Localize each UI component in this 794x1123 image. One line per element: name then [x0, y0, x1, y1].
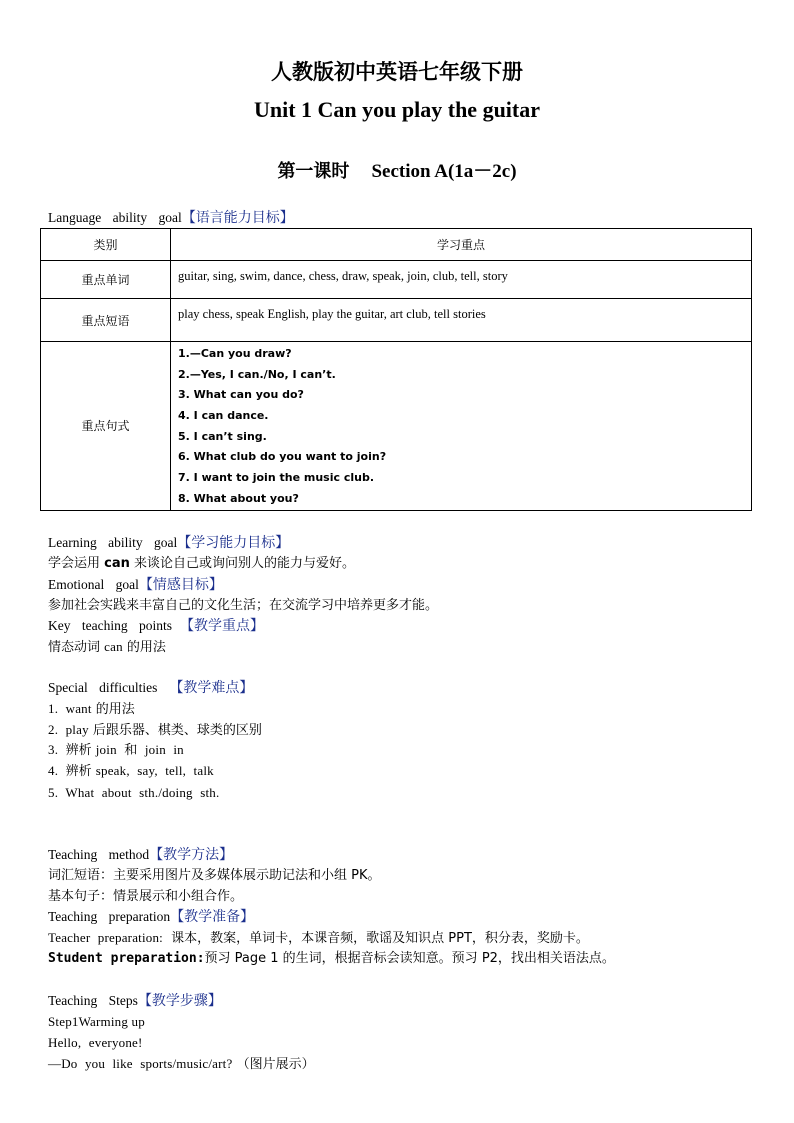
- list-item: 1.—Can you draw?: [178, 347, 292, 360]
- key-points-label-en: Key teaching points: [48, 618, 172, 633]
- table-cell-content: [171, 342, 752, 511]
- lesson-title: [0, 156, 794, 183]
- difficulty-item-en: 5. What about sth./doing sth.: [48, 785, 220, 800]
- steps-label-cn: 【教学步骤】: [137, 993, 222, 1009]
- difficulty-item: [48, 722, 262, 739]
- list-item: 7. I want to join the music club.: [178, 471, 375, 485]
- difficulty-item: [48, 701, 135, 718]
- step1-title: Step1Warming up: [48, 1014, 145, 1029]
- lesson-title-cn: 第一课时: [277, 161, 350, 182]
- table-cell-category: 重点句式: [41, 342, 171, 511]
- learning-goal-text-post: 来谈论自己或询问别人的能力与爱好。: [129, 556, 356, 571]
- learning-goal-label-cn: 【学习能力目标】: [177, 535, 290, 551]
- steps-label-en: Teaching Steps: [48, 993, 138, 1008]
- table-header-focus: 学习重点: [171, 229, 752, 261]
- difficulty-item-cn: 的用法: [91, 702, 135, 717]
- difficulty-item-cn: 辨析: [65, 764, 96, 779]
- steps-heading: [48, 993, 222, 1009]
- emotional-goal-label-cn: 【情感目标】: [138, 577, 223, 593]
- difficulty-item-en: 4.: [48, 763, 66, 778]
- table-cell-category: 重点短语: [41, 299, 171, 342]
- warmup-question: [48, 1056, 315, 1073]
- difficulty-item: [48, 785, 219, 802]
- key-sentences-list: [178, 342, 751, 510]
- document-title: 人教版初中英语七年级下册: [271, 60, 523, 84]
- method-line-2: 基本句子：情景展示和小组合作。: [48, 889, 244, 904]
- method-line-1: 词汇短语：主要采用图片及多媒体展示助记法和小组 PK。: [48, 868, 381, 883]
- key-points-text-en: can: [104, 639, 123, 654]
- difficulty-item-en: 2. play: [48, 722, 89, 737]
- difficulties-heading: [48, 680, 253, 696]
- language-goal-label-cn: 【语言能力目标】: [181, 210, 294, 226]
- method-heading: [48, 847, 233, 863]
- list-item: 2.—Yes, I can./No, I can’t.: [178, 367, 336, 381]
- list-item: 6. What club do you want to join?: [178, 450, 387, 464]
- key-points-heading: [48, 618, 264, 634]
- difficulty-item-cn: 辨析: [65, 743, 96, 758]
- method-label-en: Teaching method: [48, 847, 150, 862]
- table-row: [41, 342, 752, 511]
- table-header-category: 类别: [41, 229, 171, 261]
- difficulty-item-en: 3.: [48, 742, 66, 757]
- difficulty-item-cn: 后跟乐器、棋类、球类的区别: [88, 723, 262, 738]
- teacher-preparation-text: 课本，教案，单词卡，本课音频，歌谣及知识点 PPT，积分表，奖励卡。: [171, 931, 589, 946]
- student-preparation: [48, 951, 615, 967]
- difficulty-item: [48, 763, 214, 780]
- student-preparation-text: 预习 Page 1 的生词，根据音标会读知意。预习 P2，找出相关语法点。: [204, 951, 615, 966]
- language-goal-table: [40, 228, 752, 511]
- key-points-text-cn: 情态动词: [48, 640, 105, 655]
- learning-goal-heading: [48, 535, 289, 551]
- preparation-label-cn: 【教学准备】: [170, 909, 255, 925]
- difficulties-label-cn: 【教学难点】: [169, 680, 254, 696]
- language-goal-heading: [48, 210, 294, 226]
- preparation-label-en: Teaching preparation: [48, 909, 171, 924]
- learning-goal-text: [48, 556, 355, 572]
- table-row: [41, 299, 752, 342]
- list-item: 3. What can you do?: [178, 388, 304, 402]
- list-item: 8. What about you?: [178, 491, 299, 505]
- preparation-heading: [48, 909, 254, 925]
- language-goal-label-en: Language ability goal: [48, 210, 182, 225]
- table-cell-content: [171, 261, 752, 299]
- lesson-title-en: Section A(1a－2c): [371, 161, 517, 182]
- key-words-text: guitar, sing, swim, dance, chess, draw, speak, join, club, tell, story: [178, 269, 508, 283]
- warmup-question-en: —Do you like sports/music/art?: [48, 1056, 233, 1071]
- difficulty-item-en2: speak, say, tell, talk: [95, 763, 214, 778]
- teacher-preparation-label: Teacher preparation:: [48, 930, 163, 945]
- method-label-cn: 【教学方法】: [149, 847, 234, 863]
- difficulty-item-en: 1. want: [48, 701, 92, 716]
- student-preparation-label: Student preparation:: [48, 951, 205, 966]
- emotional-goal-heading: [48, 577, 223, 593]
- warmup-question-cn: （图片展示）: [236, 1057, 315, 1072]
- key-points-text: [48, 639, 166, 656]
- emotional-goal-text: 参加社会实践来丰富自己的文化生活；在交流学习中培养更多才能。: [48, 598, 439, 613]
- table-header-row: [41, 229, 752, 261]
- learning-goal-label-en: Learning ability goal: [48, 535, 178, 550]
- list-item: 4. I can dance.: [178, 409, 269, 423]
- unit-title: Unit 1 Can you play the guitar: [253, 97, 541, 122]
- learning-goal-text-pre: 学会运用: [48, 556, 105, 571]
- difficulty-item-en2: join 和 join in: [95, 742, 184, 757]
- emotional-goal-label-en: Emotional goal: [48, 577, 139, 592]
- table-cell-content: [171, 299, 752, 342]
- learning-goal-text-can: can: [104, 556, 130, 571]
- greeting-text: Hello, everyone!: [48, 1035, 143, 1050]
- table-cell-category: 重点单词: [41, 261, 171, 299]
- list-item: 5. I can’t sing.: [178, 429, 267, 443]
- key-points-text-cn2: 的用法: [122, 640, 166, 655]
- key-phrases-text: play chess, speak English, play the guitar, art club, tell stories: [178, 307, 486, 321]
- teacher-preparation: [48, 930, 589, 947]
- table-row: [41, 261, 752, 299]
- difficulties-label-en: Special difficulties: [48, 680, 158, 695]
- difficulty-item: [48, 742, 184, 759]
- key-points-label-cn: 【教学重点】: [179, 618, 264, 634]
